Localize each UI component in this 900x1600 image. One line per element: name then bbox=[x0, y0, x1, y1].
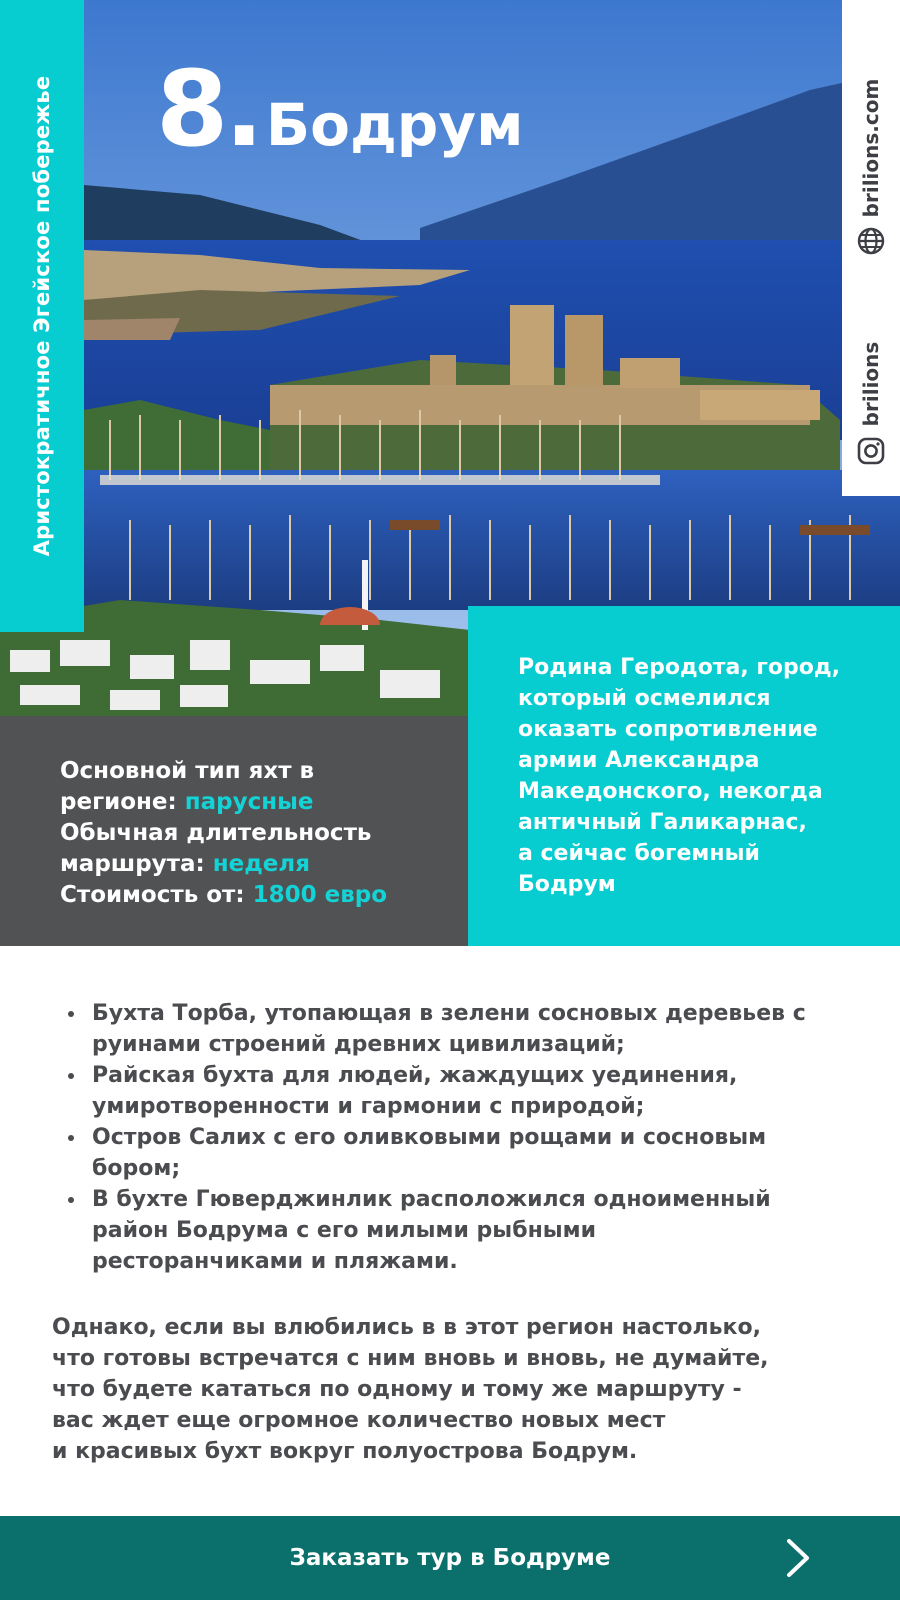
duration-label: Обычная длительность bbox=[60, 820, 372, 846]
title-name: Бодрум bbox=[265, 91, 524, 159]
list-item-line: бором; bbox=[92, 1156, 181, 1181]
description-line: античный Галикарнас, bbox=[518, 810, 807, 835]
description-text bbox=[518, 652, 860, 900]
paragraph-line: Однако, если вы влюбились в в этот регион настолько, bbox=[52, 1315, 761, 1340]
list-item bbox=[66, 1184, 866, 1277]
side-caption: Аристократичное Эгейское побережье bbox=[30, 75, 54, 557]
social-panel bbox=[842, 0, 900, 496]
title-dot: . bbox=[224, 48, 264, 170]
page-title bbox=[156, 48, 524, 170]
description-line: Родина Геродота, город, bbox=[518, 655, 841, 680]
paragraph-line: и красивых бухт вокруг полуострова Бодрум. bbox=[52, 1439, 638, 1464]
list-item-line: Остров Салих с его оливковыми рощами и сосновым bbox=[92, 1125, 767, 1150]
bay-list bbox=[66, 998, 866, 1277]
closing-paragraph bbox=[52, 1312, 852, 1467]
order-tour-label: Заказать тур в Бодруме bbox=[289, 1545, 611, 1571]
list-item-line: район Бодрума с его милыми рыбными bbox=[92, 1218, 597, 1243]
list-item-line: Бухта Торба, утопающая в зелени сосновых деревьев с bbox=[92, 1001, 806, 1026]
instagram-link[interactable]: brilions bbox=[859, 341, 883, 427]
paragraph-line: вас ждет еще огромное количество новых мест bbox=[52, 1408, 666, 1433]
paragraph-line: что готовы встречатся с ним вновь и вновь, не думайте, bbox=[52, 1346, 769, 1371]
list-item bbox=[66, 1122, 866, 1184]
chevron-right-icon bbox=[784, 1538, 812, 1578]
list-item-line: умиротворенности и гармонии с природой; bbox=[92, 1094, 645, 1119]
price-value: 1800 евро bbox=[252, 882, 388, 908]
price-line bbox=[60, 880, 468, 911]
description-box bbox=[468, 606, 900, 946]
list-item bbox=[66, 1060, 866, 1122]
description-line: Македонского, некогда bbox=[518, 779, 823, 804]
description-line: а сейчас богемный bbox=[518, 841, 760, 866]
yacht-type-label-2: регионе: bbox=[60, 789, 185, 815]
instagram-icon bbox=[856, 436, 886, 466]
globe-icon bbox=[856, 226, 886, 256]
website-link[interactable]: brilions.com bbox=[859, 78, 883, 218]
paragraph-line: что будете кататься по одному и тому же маршруту - bbox=[52, 1377, 742, 1402]
duration-line bbox=[60, 818, 468, 880]
list-item-line: ресторанчиками и пляжами. bbox=[92, 1249, 458, 1274]
price-label: Стоимость от: bbox=[60, 882, 253, 908]
list-item-line: руинами строений древних цивилизаций; bbox=[92, 1032, 625, 1057]
description-line: армии Александра bbox=[518, 748, 760, 773]
order-tour-button[interactable] bbox=[0, 1516, 900, 1600]
list-item-line: Райская бухта для людей, жаждущих уединения, bbox=[92, 1063, 738, 1088]
list-item-line: В бухте Гюверджинлик расположился одноименный bbox=[92, 1187, 771, 1212]
side-caption-strip bbox=[0, 0, 84, 632]
yacht-type-label: Основной тип яхт в bbox=[60, 758, 315, 784]
yacht-type-value: парусные bbox=[184, 789, 314, 815]
description-line: оказать сопротивление bbox=[518, 717, 818, 742]
list-item bbox=[66, 998, 866, 1060]
description-line: который осмелился bbox=[518, 686, 771, 711]
yacht-type-line bbox=[60, 756, 468, 818]
duration-label-2: маршрута: bbox=[60, 851, 213, 877]
duration-value: неделя bbox=[212, 851, 311, 877]
title-number: 8 bbox=[156, 48, 225, 170]
yacht-info-box bbox=[0, 716, 468, 946]
description-line: Бодрум bbox=[518, 872, 616, 897]
